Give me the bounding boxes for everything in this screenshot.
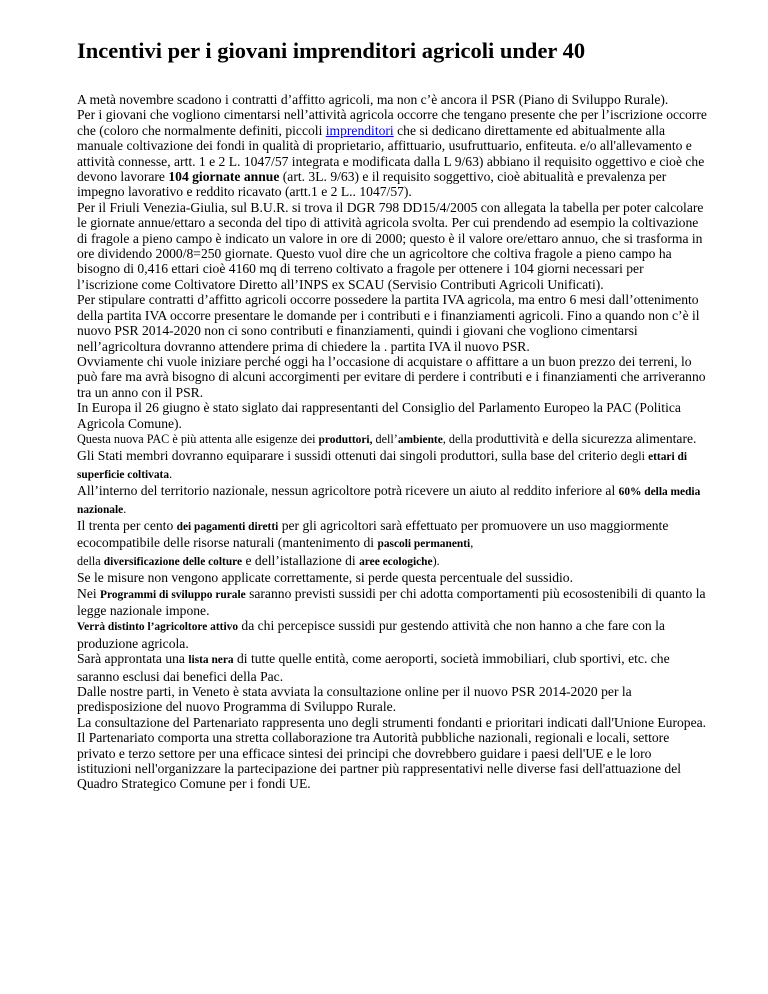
paragraph-stati-membri xyxy=(77,448,707,483)
bold-text: 60% della media nazionale xyxy=(77,486,701,516)
paragraph-programmi-sviluppo xyxy=(77,586,707,619)
text-span: Gli Stati membri dovranno equiparare i sussidi ottenuti dai singoli produttori, sulla base del criterio xyxy=(77,448,621,464)
paragraph-territorio-nazionale xyxy=(77,483,707,518)
text-span: della xyxy=(77,553,104,568)
bold-text: Programmi di sviluppo rurale xyxy=(100,588,246,601)
bold-text: lista nera xyxy=(188,654,234,667)
paragraph-psr-deadline: A metà novembre scadono i contratti d’affitto agricoli, ma non c’è ancora il PSR (Piano di Sviluppo Rurale). xyxy=(77,92,669,107)
text-span: Sarà approntata una xyxy=(77,651,189,667)
paragraph-friuli: Per il Friuli Venezia-Giulia, sul B.U.R. si trova il DGR 798 DD15/4/2005 con allegata la tabella per poter calcolare le giornate annue/ettaro a seconda del tipo di attività agricola svolta. Per cui prendendo ad esempio la coltivazione di fragole a pieno campo è indicato un valore in ore di 2000; questo è il valore ore/ettaro annuo, che si trasforma in ore dividendo 2000/8=250 giornate. Questo vuol dire che un agricoltore che coltiva fragole a pieno campo ha bisogno di 0,416 ettari cioè 4160 mq di terreno coltivato a fragole per ottenere i 104 giorni necessari per l’iscrizione come Coltivatore Diretto all’INPS ex SCAU (Servisio Contributi Agricoli Unificati). xyxy=(77,199,704,292)
text-span: Questa nuova PAC è più attenta alle esigenze dei xyxy=(77,431,319,446)
paragraph-pac-europa: In Europa il 26 giugno è stato siglato dai rappresentanti del Consiglio del Parlamento Europeo la PAC (Politica Agricola Comune). xyxy=(77,400,681,431)
text-span: per gli agricoltori sarà effettuato per promuovere un uso maggiormente ecocompatibile delle risorse naturali (mantenimento di xyxy=(77,517,669,551)
text-span: da chi percepisce sussidi pur gestendo attività che non hanno a che fare con la produzione agricola. xyxy=(77,618,665,651)
paragraph-requirements xyxy=(77,107,707,199)
page-title: Incentivi per i giovani imprenditori agricoli under 40 xyxy=(77,38,586,63)
paragraph-pagamenti-diretti xyxy=(77,518,707,570)
paragraph-acquisto-terreni: Ovviamente chi vuole iniziare perché oggi ha l’occasione di acquistare o affittare a un buon prezzo dei terreni, lo può fare ma avrà bisogno di alcuni accorgimenti per evitare di perdere i contributi e i finanziamenti che arriveranno tra un anno con il PSR. xyxy=(77,353,706,400)
bold-text: produttori, xyxy=(318,433,373,446)
text-span: degli xyxy=(620,449,649,464)
text-span: , xyxy=(470,536,474,551)
bold-text: 104 giornate annue xyxy=(168,169,280,185)
text-span: , della xyxy=(442,431,476,446)
paragraph-collaborazione: Il Partenariato comporta una stretta collaborazione tra Autorità pubbliche nazionali, regionali e locali, settore privato e terzo settore per una efficace sintesi dei principi che dovrebbero guidare i paesi dell'UE e le loro istituzioni nell'organizzare la partecipazione dei partner più rappresentativi nelle diverse fasi dell'attuazione del Quadro Strategico Comune per i fondi UE. xyxy=(77,730,682,792)
bold-text: aree ecologiche xyxy=(359,555,433,568)
paragraph-partenariato: La consultazione del Partenariato rappresenta uno degli strumenti fondanti e prioritari indicati dall'Unione Europea. xyxy=(77,714,707,730)
bold-text: ambiente xyxy=(397,433,443,446)
bold-text: dei pagamenti diretti xyxy=(176,520,279,533)
paragraph-agricoltore-attivo xyxy=(77,618,707,651)
paragraph-misure: Se le misure non vengono applicate correttamente, si perde questa percentuale del sussidio. xyxy=(77,570,574,586)
paragraph-lista-nera xyxy=(77,651,707,684)
text-span: Nei xyxy=(77,585,101,601)
text-span: che si dedicano direttamente ed abitualmente alla manuale coltivazione dei fondi in qualità di proprietario, affittuario, usufruttuario, enfiteuta. e/o all'allevamento e attività connesse, artt. 1 e 2 L. 1047/57 integrata e modificata dalla L 9/63) abbiano il requisito oggettivo e cioè che devono lavorare xyxy=(77,122,705,185)
text-span: dell’ xyxy=(372,431,398,446)
paragraph-partita-iva: Per stipulare contratti d’affitto agricoli occorre possedere la partita IVA agricola, ma entro 6 mesi dall’ottenimento della partita IVA occorre presentare le domande per i contributi e i finanziamenti agricoli. Fino a quando non c’è il nuovo PSR 2014-2020 non ci sono contributi e finanziamenti, quindi i giovani che vogliono cimentarsi nell’agricoltura dovranno attendere prima di chiedere la . partita IVA il nuovo PSR. xyxy=(77,292,700,354)
paragraph-nuova-pac xyxy=(77,431,707,448)
bold-text: diversificazione delle colture xyxy=(103,555,243,568)
bold-text: ettari di superficie coltivata xyxy=(77,451,687,481)
article-body xyxy=(77,92,707,792)
text-span: Per i giovani che vogliono cimentarsi nell’attività agricola occorre che tengano presente che per l’iscrizione occorre che (coloro che normalmente definiti, piccoli xyxy=(77,107,707,138)
bold-text: pascoli permanenti xyxy=(377,538,471,551)
text-span: All’interno del territorio nazionale, nessun agricoltore potrà ricevere un aiuto al reddito inferiore al xyxy=(77,483,619,499)
imprenditori-link[interactable]: imprenditori xyxy=(325,122,394,138)
text-span: di tutte quelle entità, come aeroporti, società immobiliari, club sportivi, etc. che saranno esclusi dai benefici della Pac. xyxy=(77,651,670,684)
text-span: produttività e della sicurezza alimentare. xyxy=(475,430,697,446)
text-span: . xyxy=(169,466,173,481)
text-span: (art. 3L. 9/63) e il requisito soggettivo, cioè abitualità e prevalenza per impegno lavorativo e reddito ricavato (artt.1 e 2 L.. 1047/57). xyxy=(77,169,667,200)
text-span: saranno previsti sussidi per chi adotta comportamenti più ecosostenibili di quanto la legge nazionale impone. xyxy=(77,585,706,618)
text-span: . xyxy=(123,501,127,516)
text-span: ). xyxy=(432,553,440,568)
document-page xyxy=(77,38,707,792)
paragraph-veneto: Dalle nostre parti, in Veneto è stata avviata la consultazione online per il nuovo PSR 2014-2020 per la predisposizione del nuovo Programma di Sviluppo Rurale. xyxy=(77,684,632,715)
bold-text: Verrà distinto l’agricoltore attivo xyxy=(77,621,239,634)
text-span: e dell’istallazione di xyxy=(242,552,360,568)
text-span: Il trenta per cento xyxy=(77,517,177,533)
